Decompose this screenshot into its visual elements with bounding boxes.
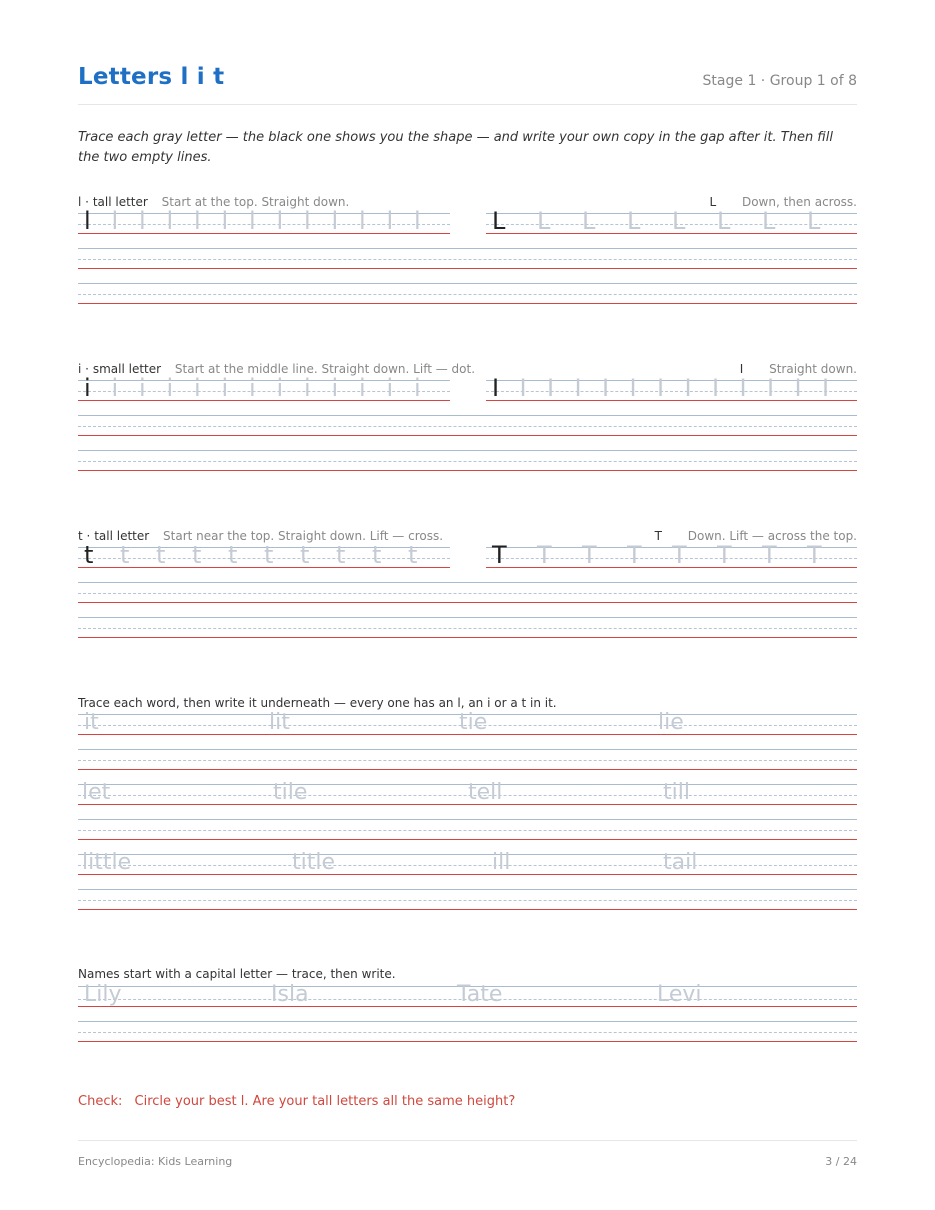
trace-letter: T xyxy=(717,541,732,569)
caption-sep: · xyxy=(85,195,89,209)
trace-letter: L xyxy=(807,207,821,235)
caption-sep: · xyxy=(86,529,91,543)
trace-letter: t xyxy=(408,541,418,569)
check-label: Check: xyxy=(78,1094,123,1109)
word-trace: lit xyxy=(269,710,290,735)
trace-letter: T xyxy=(582,541,597,569)
caption-glyph: l xyxy=(78,195,82,209)
trace-letter: l xyxy=(139,207,146,235)
caption-kind: tall letter xyxy=(94,529,150,543)
trace-letter: l xyxy=(194,207,201,235)
trace-letter: T xyxy=(537,541,552,569)
trace-letter: l xyxy=(359,207,366,235)
writing-line[interactable] xyxy=(78,450,857,485)
caption-lower-t xyxy=(78,529,443,543)
writing-line[interactable] xyxy=(78,1021,857,1056)
trace-letter: I xyxy=(712,374,720,402)
trace-letter: I xyxy=(547,374,555,402)
trace-letter: i xyxy=(221,374,229,402)
trace-letter: I xyxy=(739,374,747,402)
trace-letter: i xyxy=(331,374,339,402)
model-letter: t xyxy=(84,541,94,569)
trace-line-upper-i[interactable] xyxy=(486,374,857,415)
caption-glyph: i xyxy=(78,362,82,376)
trace-letter: i xyxy=(249,374,256,402)
caption-hint: Start at the top. Straight down. xyxy=(161,195,350,209)
trace-letter: l xyxy=(331,207,339,235)
trace-letter: i xyxy=(276,374,284,402)
word-trace: let xyxy=(82,780,111,805)
trace-letter: T xyxy=(807,541,822,569)
word-trace: tell xyxy=(468,780,503,805)
trace-letter: i xyxy=(194,374,201,402)
caption-glyph: T xyxy=(654,529,662,543)
name-trace: Levi xyxy=(657,982,702,1007)
trace-letter: l xyxy=(304,207,311,235)
trace-letter: L xyxy=(717,207,731,235)
trace-letter: I xyxy=(794,374,802,402)
trace-line-lower-l[interactable] xyxy=(78,207,450,248)
caption-glyph: t xyxy=(78,529,83,543)
word-trace: tie xyxy=(459,710,488,735)
trace-line-lower-i[interactable] xyxy=(78,374,450,415)
trace-letter: i xyxy=(111,374,119,402)
trace-letter: L xyxy=(582,207,596,235)
writing-line[interactable] xyxy=(78,819,857,854)
trace-letter: l xyxy=(221,207,229,235)
caption-upper-l xyxy=(709,195,857,209)
writing-line[interactable] xyxy=(78,283,857,318)
word-trace-line[interactable] xyxy=(78,850,857,889)
trace-letter: I xyxy=(684,374,692,402)
instructions: Trace each gray letter — the black one shows you the shape — and write your own copy in the gap after it. Then fill the two empty lines. xyxy=(78,130,833,165)
trace-letter: L xyxy=(627,207,641,235)
names-label: Names start with a capital letter — trace, then write. xyxy=(78,967,396,981)
trace-line-upper-l[interactable] xyxy=(486,207,857,248)
trace-letter: I xyxy=(602,374,610,402)
word-trace-line[interactable] xyxy=(78,710,857,749)
word-trace: tile xyxy=(273,780,308,805)
trace-letter: l xyxy=(249,207,256,235)
word-trace: till xyxy=(663,780,690,805)
page-title: Letters l i t xyxy=(78,64,225,90)
writing-line[interactable] xyxy=(78,889,857,924)
caption-hint: Down. Lift — across the top. xyxy=(687,529,857,543)
footer-source: Encyclopedia: Kids Learning xyxy=(78,1155,233,1168)
trace-letter: i xyxy=(166,374,174,402)
word-trace: lie xyxy=(658,710,684,735)
check-text: Circle your best l. Are your tall letters all the same height? xyxy=(134,1094,516,1109)
name-trace: Lily xyxy=(84,982,122,1007)
trace-letter: i xyxy=(304,374,311,402)
writing-line[interactable] xyxy=(78,617,857,652)
name-trace-line[interactable] xyxy=(78,982,857,1021)
trace-letter: L xyxy=(672,207,686,235)
name-trace: Tate xyxy=(457,982,503,1007)
word-trace-line[interactable] xyxy=(78,780,857,819)
check-note xyxy=(78,1094,515,1109)
model-letter: I xyxy=(492,374,500,402)
stage-indicator: Stage 1 · Group 1 of 8 xyxy=(702,73,857,89)
trace-letter: l xyxy=(276,207,284,235)
caption-hint: Straight down. xyxy=(769,362,857,376)
trace-line-lower-t[interactable] xyxy=(78,541,450,582)
writing-line[interactable] xyxy=(78,248,857,283)
caption-hint: Down, then across. xyxy=(741,195,857,209)
trace-letter: t xyxy=(120,541,130,569)
caption-hint: Start at the middle line. Straight down. Lift — dot. xyxy=(174,362,476,376)
trace-letter: t xyxy=(192,541,202,569)
trace-letter: t xyxy=(336,541,346,569)
trace-letter: l xyxy=(111,207,119,235)
trace-letter: T xyxy=(672,541,687,569)
caption-sep: · xyxy=(85,362,89,376)
trace-letter: I xyxy=(519,374,527,402)
trace-letter: t xyxy=(228,541,238,569)
writing-line[interactable] xyxy=(78,415,857,450)
trace-letter: t xyxy=(264,541,274,569)
trace-letter: I xyxy=(657,374,665,402)
words-label: Trace each word, then write it underneath — every one has an l, an i or a t in it. xyxy=(78,696,557,710)
model-letter: l xyxy=(84,207,91,235)
word-trace: it xyxy=(84,710,99,735)
trace-letter: t xyxy=(300,541,310,569)
trace-letter: i xyxy=(139,374,146,402)
footer xyxy=(78,1140,857,1171)
trace-letter: t xyxy=(156,541,166,569)
trace-letter: I xyxy=(574,374,582,402)
model-letter: L xyxy=(492,207,506,235)
header xyxy=(78,60,857,105)
trace-letter: T xyxy=(627,541,642,569)
trace-letter: I xyxy=(767,374,775,402)
trace-letter: t xyxy=(372,541,382,569)
caption-hint: Start near the top. Straight down. Lift — cross. xyxy=(163,529,444,543)
model-letter: i xyxy=(84,374,91,402)
caption-kind: tall letter xyxy=(92,195,148,209)
word-trace: little xyxy=(82,850,132,875)
caption-kind: small letter xyxy=(92,362,162,376)
trace-letter: L xyxy=(537,207,551,235)
caption-glyph: L xyxy=(709,195,717,209)
trace-letter: l xyxy=(166,207,174,235)
word-trace: title xyxy=(292,850,336,875)
trace-line-upper-t[interactable] xyxy=(486,541,857,582)
writing-line[interactable] xyxy=(78,582,857,617)
model-letter: T xyxy=(492,541,507,569)
trace-letter: i xyxy=(414,374,421,402)
trace-letter: L xyxy=(762,207,776,235)
trace-letter: i xyxy=(386,374,394,402)
trace-letter: T xyxy=(762,541,777,569)
caption-glyph: I xyxy=(739,362,744,376)
trace-letter: i xyxy=(359,374,366,402)
page-number: 3 / 24 xyxy=(825,1155,857,1168)
word-trace: tail xyxy=(663,850,698,875)
trace-letter: I xyxy=(822,374,830,402)
word-trace: ill xyxy=(492,850,511,875)
trace-letter: I xyxy=(629,374,637,402)
trace-letter: l xyxy=(414,207,421,235)
name-trace: Isla xyxy=(271,982,309,1007)
trace-letter: l xyxy=(386,207,394,235)
